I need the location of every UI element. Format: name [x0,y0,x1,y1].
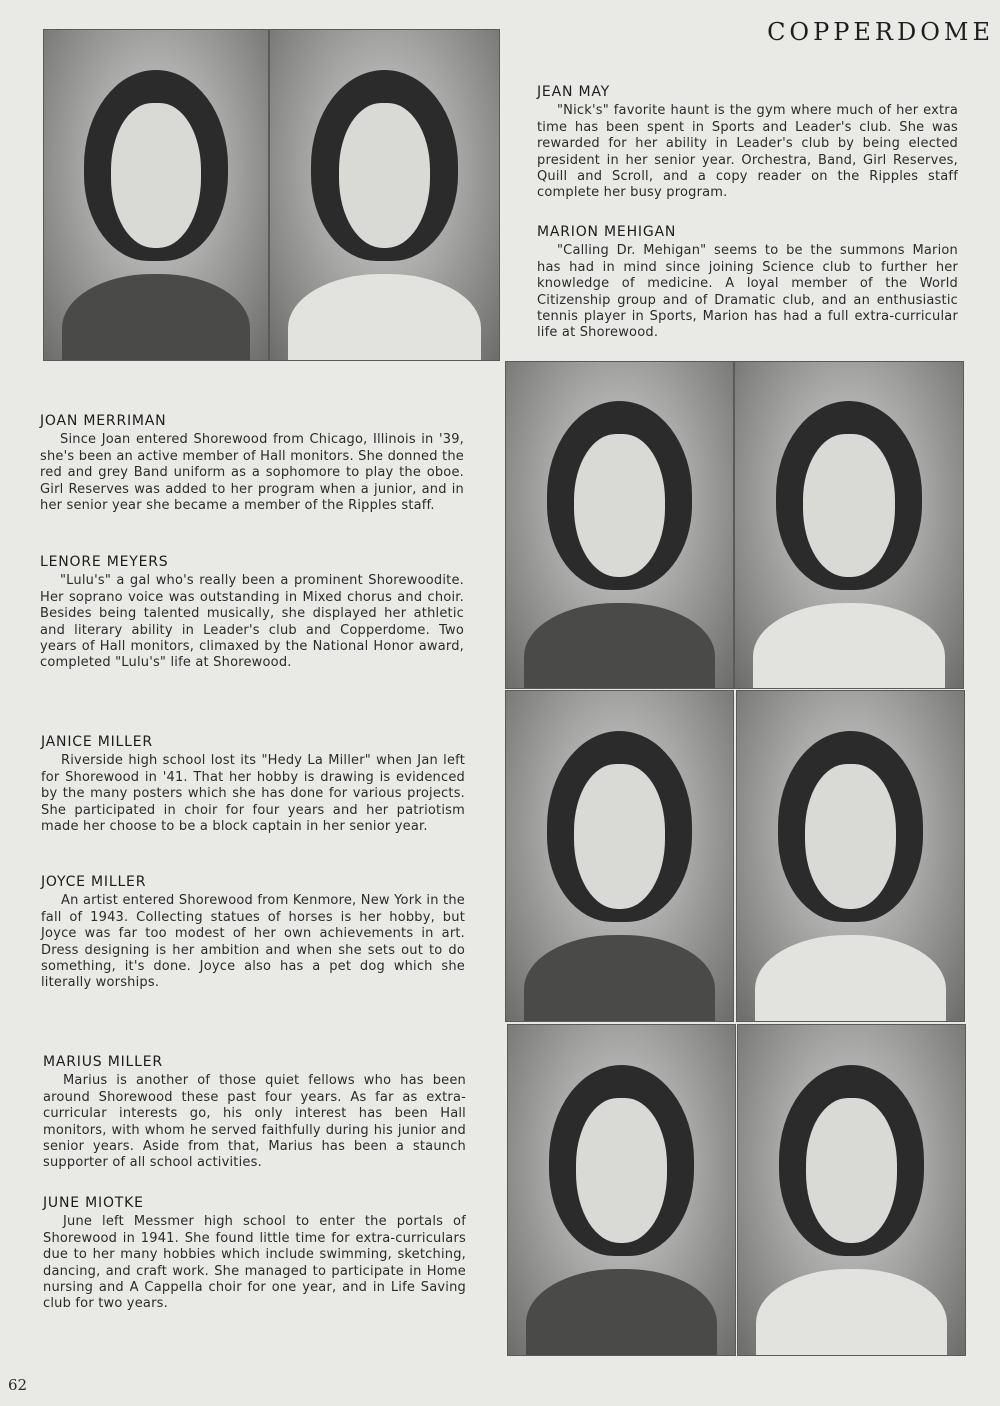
portrait-janice-miller [505,690,734,1022]
portrait-jean-may [43,29,269,361]
portrait-marion-mehigan [269,29,500,361]
student-name: JOYCE MILLER [41,874,147,890]
student-bio: "Lulu's" a gal who's really been a prominent Shorewoodite. Her soprano voice was outstanding in Mixed chorus and choir. Besides being talented musically, she displayed her athletic and literary ability in Leader's club and Copperdome. Two years of Hall monitors, climaxed by the National Honor award, completed "Lulu's" life at Shorewood. [40,573,464,671]
student-bio: Since Joan entered Shorewood from Chicago, Illinois in '39, she's been an active member of Hall monitors. She donned the red and grey Band uniform as a sophomore to play the oboe. Girl Reserves was added to her program when a junior, and in her senior year she became a member of the Ripples staff. [40,432,464,514]
portrait-june-miotke [737,1024,966,1356]
bio-janice-miller [41,734,465,835]
bio-joan-merriman [40,413,464,514]
student-name: LENORE MEYERS [40,554,169,570]
student-name: JEAN MAY [537,84,610,100]
portrait-lenore-meyers [734,361,964,689]
student-bio: "Calling Dr. Mehigan" seems to be the summons Marion has had in mind since joining Science club to further her knowledge of medicine. A loyal member of the World Citizenship group and of Dramatic club, and an enthusiastic tennis player in Sports, Marion has had a full extra-curricular life at Shorewood. [537,243,958,341]
bio-lenore-meyers [40,554,464,672]
student-name: JUNE MIOTKE [43,1195,144,1211]
bio-jean-may [537,84,958,202]
student-bio: Marius is another of those quiet fellows who has been around Shorewood these past four years. As far as extra-curricular interests go, his only interest has been Hall monitors, with whom he served faithfully during his junior and senior years. Aside from that, Marius has been a staunch supporter of all school activities. [43,1073,466,1171]
page-title: COPPERDOME [767,18,994,46]
student-name: MARION MEHIGAN [537,224,677,240]
bio-marius-miller [43,1054,466,1172]
student-bio: June left Messmer high school to enter the portals of Shorewood in 1941. She found little time for extra-curriculars due to her many hobbies which include swimming, sketching, dancing, and craft work. She managed to participate in Home nursing and A Cappella choir for one year, and in Life Saving club for two years. [43,1214,466,1312]
student-bio: An artist entered Shorewood from Kenmore, New York in the fall of 1943. Collecting statues of horses is her hobby, but Joyce was far too modest of her own achievements in art. Dress designing is her ambition and when she sets out to do something, it's done. Joyce also has a pet dog which she literally worships. [41,893,465,991]
student-name: JOAN MERRIMAN [40,413,167,429]
student-name: MARIUS MILLER [43,1054,163,1070]
student-name: JANICE MILLER [41,734,153,750]
student-bio: Riverside high school lost its "Hedy La Miller" when Jan left for Shorewood in '41. That her hobby is drawing is evidenced by the many posters which she has done for various projects. She participated in choir for four years and her patriotism made her choose to be a block captain in her senior year. [41,753,465,835]
portrait-joan-merriman [505,361,734,689]
page-number: 62 [8,1376,28,1394]
student-bio: "Nick's" favorite haunt is the gym where much of her extra time has been spent in Sports and Leader's club. She was rewarded for her ability in Leader's club by being elected president in her senior year. Orchestra, Band, Girl Reserves, Quill and Scroll, and a copy reader on the Ripples staff complete her busy program. [537,103,958,201]
portrait-marius-miller [507,1024,736,1356]
bio-june-miotke [43,1195,466,1313]
bio-joyce-miller [41,874,465,992]
bio-marion-mehigan [537,224,958,342]
portrait-joyce-miller [736,690,965,1022]
